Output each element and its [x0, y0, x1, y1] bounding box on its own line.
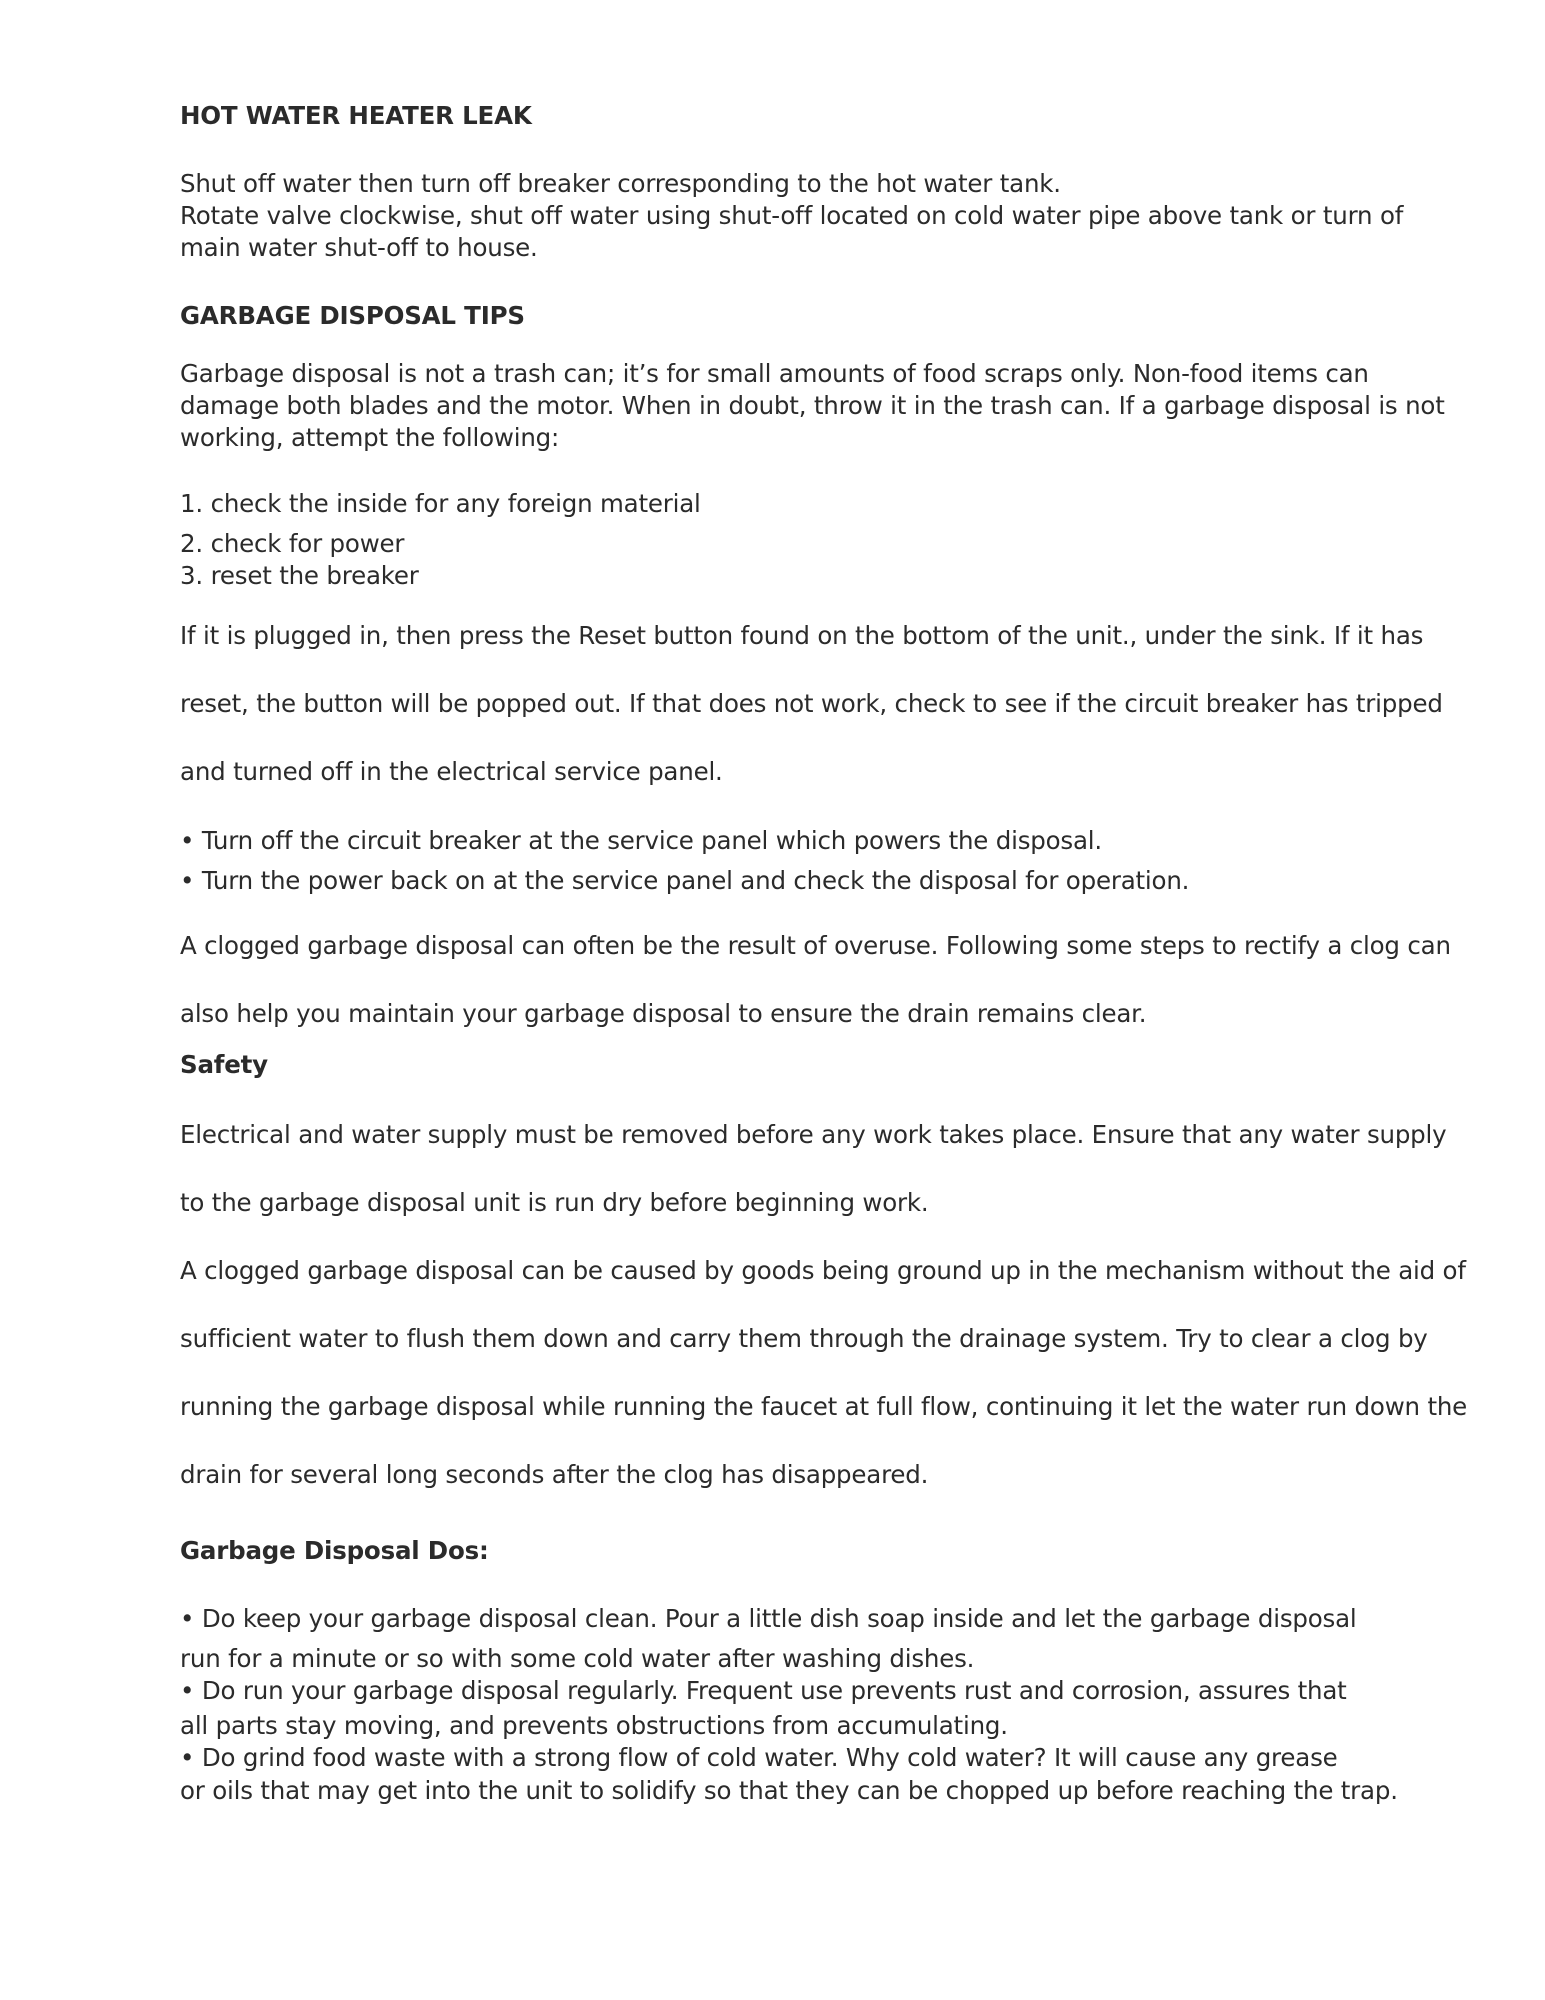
paragraph-line: running the garbage disposal while running the faucet at full flow, continuing it let the water run down the [180, 1392, 1468, 1421]
heading-safety [180, 1049, 1380, 1081]
safety-clog-paragraph [180, 1237, 1468, 1509]
heading-text: Safety [180, 1050, 268, 1079]
heading-text: Garbage Disposal Dos: [180, 1536, 489, 1565]
paragraph-line: Rotate valve clockwise, shut off water using shut-off located on cold water pipe above tank or turn of [180, 201, 1404, 230]
paragraph-line: sufficient water to flush them down and carry them through the drainage system. Try to clear a clog by [180, 1324, 1428, 1353]
safety-paragraph [180, 1101, 1447, 1237]
paragraph-line: and turned off in the electrical service panel. [180, 757, 723, 786]
paragraph-line: Shut off water then turn off breaker corresponding to the hot water tank. [180, 169, 1061, 198]
garbage-intro-paragraph [180, 358, 1445, 454]
paragraph-line: A clogged garbage disposal can often be the result of overuse. Following some steps to rectify a clog can [180, 931, 1451, 960]
heading-text: HOT WATER HEATER LEAK [180, 101, 532, 130]
list-item: • Do run your garbage disposal regularly. Frequent use prevents rust and corrosion, assures that [180, 1676, 1347, 1705]
list-item-continuation: run for a minute or so with some cold water after washing dishes. [180, 1644, 975, 1673]
breaker-bullets [180, 825, 1380, 897]
list-item-continuation: or oils that may get into the unit to solidify so that they can be chopped up before reaching the trap. [180, 1776, 1398, 1805]
paragraph-line: main water shut-off to house. [180, 233, 538, 262]
heading-text: GARBAGE DISPOSAL TIPS [180, 301, 525, 330]
steps-list [180, 488, 1380, 592]
clog-paragraph [180, 912, 1451, 1048]
reset-paragraph [180, 602, 1443, 806]
paragraph-line: damage both blades and the motor. When in doubt, throw it in the trash can. If a garbage disposal is not [180, 391, 1445, 420]
list-item: • Turn off the circuit breaker at the service panel which powers the disposal. [180, 826, 1103, 855]
heading-garbage-disposal-tips [180, 300, 1380, 332]
dos-list [180, 1603, 1398, 1807]
list-item: • Turn the power back on at the service panel and check the disposal for operation. [180, 866, 1190, 895]
paragraph-line: If it is plugged in, then press the Reset button found on the bottom of the unit., under the sink. If it has [180, 621, 1424, 650]
list-item: • Do keep your garbage disposal clean. Pour a little dish soap inside and let the garbage disposal [180, 1604, 1357, 1633]
paragraph-line: to the garbage disposal unit is run dry before beginning work. [180, 1188, 929, 1217]
paragraph-line: working, attempt the following: [180, 423, 560, 452]
paragraph-line: also help you maintain your garbage disposal to ensure the drain remains clear. [180, 999, 1147, 1028]
list-item: 2. check for power [180, 529, 405, 558]
heading-hot-water-heater-leak [180, 100, 1380, 132]
list-item: 3. reset the breaker [180, 561, 419, 590]
heading-garbage-disposal-dos [180, 1535, 1380, 1567]
list-item: • Do grind food waste with a strong flow of cold water. Why cold water? It will cause any grease [180, 1743, 1338, 1772]
list-item-continuation: all parts stay moving, and prevents obstructions from accumulating. [180, 1711, 1008, 1740]
list-item: 1. check the inside for any foreign material [180, 489, 701, 518]
hot-water-paragraph [180, 168, 1404, 264]
paragraph-line: drain for several long seconds after the clog has disappeared. [180, 1460, 929, 1489]
paragraph-line: Electrical and water supply must be removed before any work takes place. Ensure that any water supply [180, 1120, 1447, 1149]
paragraph-line: Garbage disposal is not a trash can; it’s for small amounts of food scraps only. Non-food items can [180, 359, 1369, 388]
paragraph-line: reset, the button will be popped out. If that does not work, check to see if the circuit breaker has tripped [180, 689, 1443, 718]
paragraph-line: A clogged garbage disposal can be caused by goods being ground up in the mechanism without the aid of [180, 1256, 1466, 1285]
